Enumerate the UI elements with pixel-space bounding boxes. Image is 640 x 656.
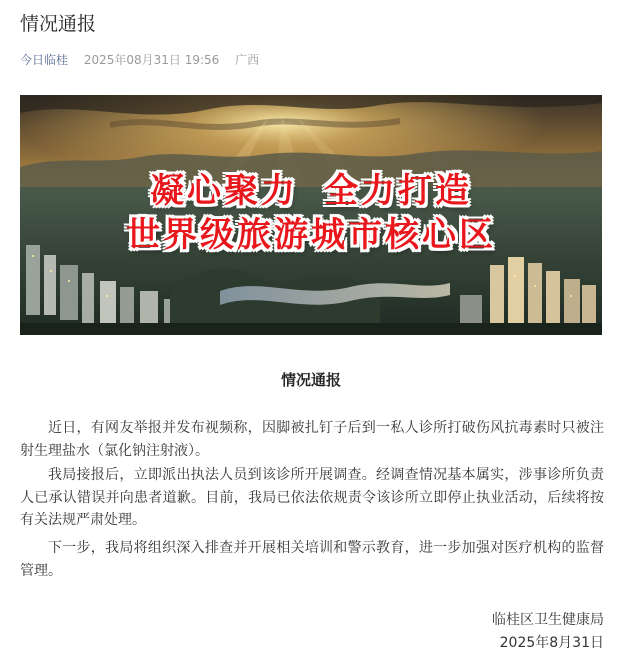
publish-time: 2025年08月31日 19:56 xyxy=(83,53,220,67)
banner-slogan-part-2: 全力打造 xyxy=(324,171,472,211)
notice-paragraph: 下一步，我局将组织深入排查并开展相关培训和警示教育，进一步加强对医疗机构的监督管理。 xyxy=(20,540,604,579)
account-name-link[interactable]: 今日临桂 xyxy=(20,53,69,67)
article-meta xyxy=(20,52,259,68)
notice-paragraph: 近日，有网友举报并发布视频称，因脚被扎钉子后到一私人诊所打破伤风抗毒素时只被注射生理盐水（氯化钠注射液）。 xyxy=(20,420,604,459)
article-title: 情况通报 xyxy=(20,13,97,35)
notice-heading: 情况通报 xyxy=(280,371,341,389)
banner-slogan-part-1: 凝心聚力 xyxy=(150,171,298,211)
banner-image xyxy=(20,95,602,335)
banner-slogan-line-1 xyxy=(20,171,602,211)
publish-location: 广西 xyxy=(235,53,260,67)
signature-date: 2025年8月31日 xyxy=(499,635,604,651)
banner-slogan-line-2: 世界级旅游城市核心区 xyxy=(126,215,496,255)
signature-organization: 临桂区卫生健康局 xyxy=(492,612,604,628)
notice-paragraph: 我局接报后，立即派出执法人员到该诊所开展调查。经调查情况基本属实，涉事诊所负责人已承认错误并向患者道歉。目前，我局已依法依规责令该诊所立即停止执业活动，后续将按有关法规严肃处理。 xyxy=(20,467,604,528)
